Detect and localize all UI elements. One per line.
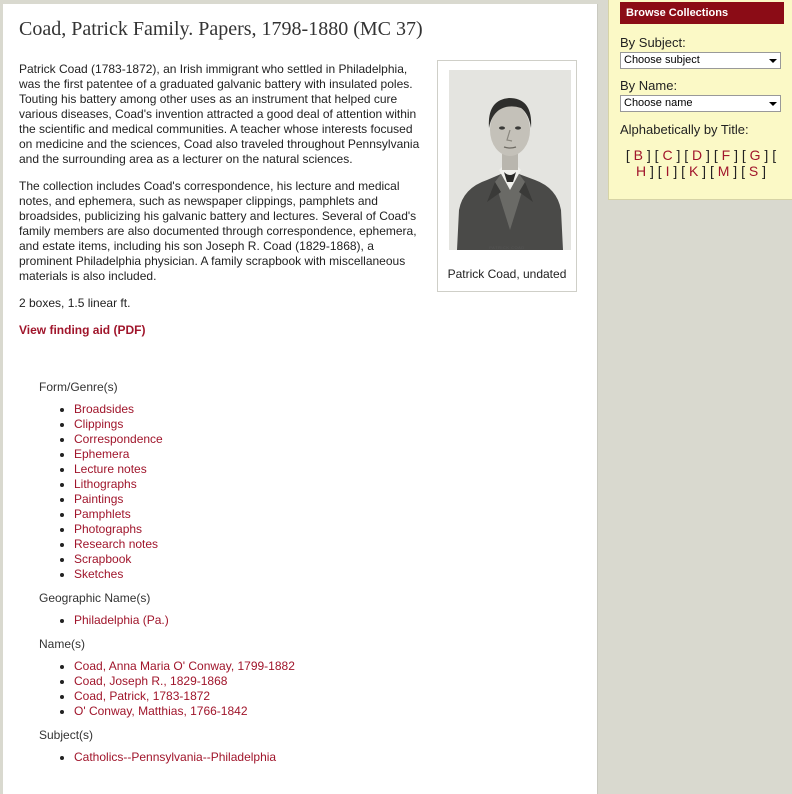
browse-collections-sidebar [608, 0, 792, 200]
facet-link[interactable]: Photographs [74, 522, 143, 536]
by-subject-label: By Subject: [620, 35, 686, 50]
portrait-inscription: PATRICK COAD [489, 245, 525, 250]
facet-link[interactable]: Coad, Patrick, 1783-1872 [74, 689, 211, 703]
list-item [74, 567, 559, 582]
portrait-figure [437, 60, 577, 292]
alphabetical-letter-links: [ B ] [ C ] [ D ] [ F ] [ G ] [ H ] [ I ] [ K ] [ M ] [ S ] [625, 147, 777, 179]
facet-link[interactable]: Catholics--Pennsylvania--Philadelphia [74, 750, 277, 764]
subject-facets [39, 380, 559, 774]
list-item [74, 689, 559, 704]
list-item [74, 492, 559, 507]
main-content-panel [3, 4, 598, 794]
list-item [74, 477, 559, 492]
facet-link[interactable]: Sketches [74, 567, 124, 581]
subject-select-value: Choose subject [624, 54, 700, 66]
name-select[interactable] [620, 95, 781, 112]
description-paragraph: Patrick Coad (1783-1872), an Irish immigrant who settled in Philadelphia, was the first patentee of a graduated galvanic battery with insulated poles. Touting his battery among other uses as an instrument that helped cure various diseases, Coad's invention attracted a good deal of attention within the scientific and medical communities. A teacher whose interests focused on medicine and the sciences, Coad also traveled throughout Pennsylvania and the surrounding area as a lecturer on the natural sciences. [19, 62, 420, 166]
list-item [74, 750, 559, 765]
facet-link[interactable]: Philadelphia (Pa.) [74, 613, 169, 627]
subject-select[interactable] [620, 52, 781, 69]
facet-list-names [39, 659, 559, 719]
facet-list-subjects [39, 750, 559, 765]
list-item [74, 447, 559, 462]
portrait-illustration [449, 70, 571, 250]
portrait-caption: Patrick Coad, undated [447, 267, 567, 281]
sidebar-header: Browse Collections [620, 2, 784, 24]
facet-link[interactable]: Research notes [74, 537, 159, 551]
list-item [74, 552, 559, 567]
portrait-photo[interactable] [449, 70, 571, 250]
collection-description [19, 62, 423, 338]
facet-list-geographic [39, 613, 559, 628]
facet-link[interactable]: Broadsides [74, 402, 135, 416]
view-finding-aid-link[interactable]: View finding aid (PDF) [19, 323, 146, 337]
list-item [74, 613, 559, 628]
facet-link[interactable]: Pamphlets [74, 507, 131, 521]
name-select-value: Choose name [624, 97, 693, 109]
description-paragraph: The collection includes Coad's correspondence, his lecture and medical notes, and ephemera, such as newspaper clippings, pamphlets and broadsides, publicizing his galvanic battery and lectures. Several of Coad's family members are also documented through correspondence, ephemera, and estate items, including his son Joseph R. Coad (1829-1868), a prominent Philadelphia physician. A family scrapbook with miscellaneous materials is also included. [19, 179, 417, 283]
facet-list-form-genre [39, 402, 559, 582]
page-title: Coad, Patrick Family. Papers, 1798-1880 (MC 37) [19, 18, 423, 40]
list-item [74, 659, 559, 674]
letter-link-h[interactable]: H [636, 163, 647, 179]
facet-link[interactable]: Paintings [74, 492, 124, 506]
letter-link-k[interactable]: K [688, 163, 699, 179]
letter-link-s[interactable]: S [748, 163, 759, 179]
letter-link-m[interactable]: M [717, 163, 730, 179]
letter-link-c[interactable]: C [662, 147, 673, 163]
facet-heading-names: Name(s) [39, 637, 86, 651]
list-item [74, 507, 559, 522]
letter-link-f[interactable]: F [721, 147, 731, 163]
facet-link[interactable]: Coad, Anna Maria O' Conway, 1799-1882 [74, 659, 295, 673]
letter-link-g[interactable]: G [749, 147, 761, 163]
list-item [74, 462, 559, 477]
facet-link[interactable]: O' Conway, Matthias, 1766-1842 [74, 704, 248, 718]
facet-link[interactable]: Coad, Joseph R., 1829-1868 [74, 674, 228, 688]
list-item [74, 402, 559, 417]
by-name-label: By Name: [620, 78, 678, 93]
facet-heading-form-genre: Form/Genre(s) [39, 380, 118, 394]
collection-extent: 2 boxes, 1.5 linear ft. [19, 296, 131, 310]
facet-link[interactable]: Correspondence [74, 432, 163, 446]
facet-link[interactable]: Ephemera [74, 447, 130, 461]
facet-link[interactable]: Scrapbook [74, 552, 132, 566]
facet-link[interactable]: Lithographs [74, 477, 137, 491]
letter-link-b[interactable]: B [633, 147, 644, 163]
list-item [74, 704, 559, 719]
alphabetical-label: Alphabetically by Title: [620, 122, 749, 137]
facet-heading-geographic: Geographic Name(s) [39, 591, 151, 605]
list-item [74, 674, 559, 689]
chevron-down-icon [769, 59, 777, 63]
letter-link-i[interactable]: I [665, 163, 670, 179]
list-item [74, 522, 559, 537]
list-item [74, 417, 559, 432]
chevron-down-icon [769, 102, 777, 106]
letter-link-d[interactable]: D [692, 147, 703, 163]
facet-heading-subjects: Subject(s) [39, 728, 94, 742]
facet-link[interactable]: Clippings [74, 417, 124, 431]
list-item [74, 537, 559, 552]
list-item [74, 432, 559, 447]
facet-link[interactable]: Lecture notes [74, 462, 147, 476]
